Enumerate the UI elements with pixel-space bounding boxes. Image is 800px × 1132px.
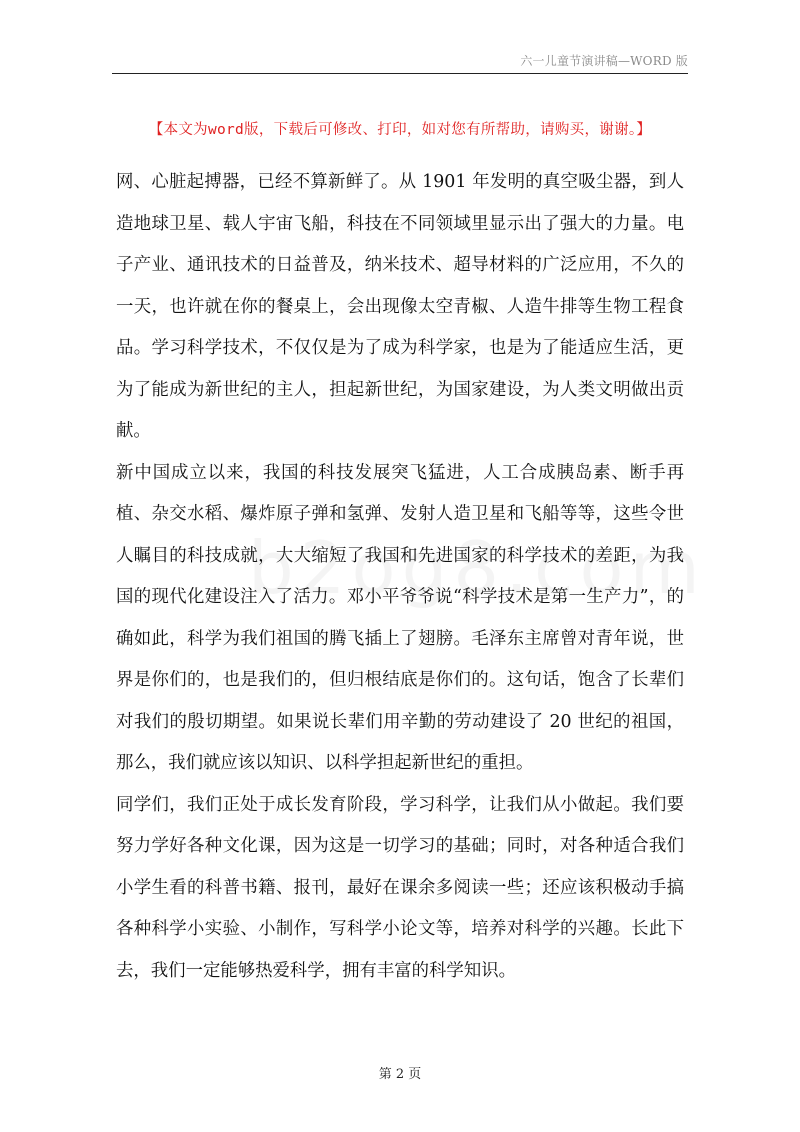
paragraph-3: 同学们，我们正处于成长发育阶段，学习科学，让我们从小做起。我们要努力学好各种文化课，因为这是一切学习的基础；同时，对各种适合我们小学生看的科普书籍、报刊，最好在课余多阅读一些；还应该积极动手搞各种科学小实验、小制作，写科学小论文等，培养对科学的兴趣。长此下去，我们一定能够热爱科学，拥有丰富的科学知识。 [116, 794, 684, 981]
paragraph-1: 网、心脏起搏器，已经不算新鲜了。从 1901 年发明的真空吸尘器，到人造地球卫星、载人宇宙飞船，科技在不同领域里显示出了强大的力量。电子产业、通讯技术的日益普及，纳米技术、超导材料的广泛应用，不久的一天，也许就在你的餐桌上，会出现像太空青椒、人造牛排等生物工程食品。学习科学技术，不仅仅是为了成为科学家，也是为了能适应生活，更为了能成为新世纪的主人，担起新世纪，为国家建设，为人类文明做出贡献。 [116, 172, 684, 441]
download-notice: 【本文为word版，下载后可修改、打印，如对您有所帮助，请购买，谢谢。】 [148, 122, 652, 138]
body-text [116, 162, 684, 992]
paragraph-2: 新中国成立以来，我国的科技发展突飞猛进，人工合成胰岛素、断手再植、杂交水稻、爆炸原子弹和氢弹、发射人造卫星和飞船等等，这些令世人瞩目的科技成就，大大缩短了我国和先进国家的科学技术的差距，为我国的现代化建设注入了活力。邓小平爷爷说“科学技术是第一生产力”，的确如此，科学为我们祖国的腾飞插上了翅膀。毛泽东主席曾对青年说，世界是你们的，也是我们的，但归根结底是你们的。这句话，饱含了长辈们对我们的殷切期望。如果说长辈们用辛勤的劳动建设了 20 世纪的祖国，那么，我们就应该以知识、以科学担起新世纪的重担。 [116, 462, 684, 773]
header-divider [112, 73, 688, 74]
running-header: 六一儿童节演讲稿—WORD 版 [520, 54, 688, 68]
page-number: 第 2 页 [378, 1067, 422, 1082]
